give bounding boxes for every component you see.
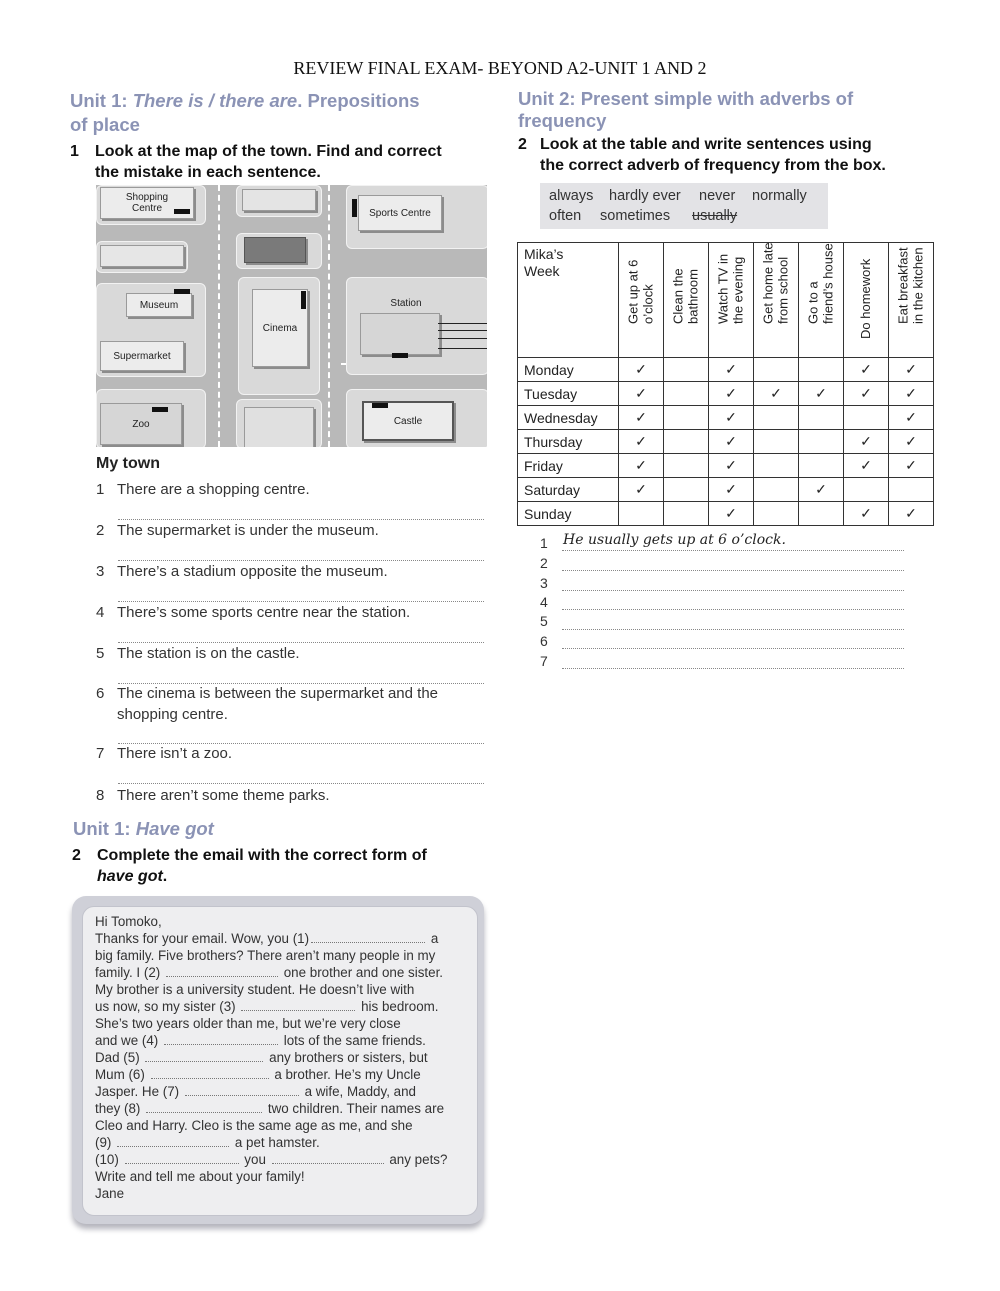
answer-number: 7	[540, 653, 548, 669]
table-row	[518, 430, 934, 454]
email-text: two children. Their names are	[267, 1101, 445, 1116]
check-cell: ✓	[754, 382, 799, 406]
road-marking	[218, 185, 220, 447]
email-line: My brother is a university student. He doesn’t live with	[95, 982, 415, 997]
blank-2[interactable]	[166, 964, 278, 977]
unit1-heading-italic: There is / there are	[132, 90, 298, 111]
column-header-text: from school	[775, 256, 790, 324]
check-cell: ✓	[889, 358, 934, 382]
answer-line[interactable]	[118, 519, 484, 520]
unit1b-heading-italic: Have got	[135, 818, 214, 839]
map-building	[242, 189, 316, 211]
table-row	[518, 382, 934, 406]
check-cell: ✓	[619, 454, 664, 478]
check-cell: ✓	[619, 382, 664, 406]
sentence-text-continued: shopping centre.	[117, 706, 228, 723]
email-text: Dad (5)	[95, 1050, 140, 1065]
email-text: lots of the same friends.	[283, 1033, 426, 1048]
column-header-text: Go to a	[805, 281, 821, 324]
day-cell: Monday	[518, 358, 619, 382]
check-cell	[664, 430, 709, 454]
sentence-text: The cinema is between the supermarket and the	[117, 685, 439, 702]
day-cell: Sunday	[518, 502, 619, 526]
answer-number: 5	[540, 613, 548, 629]
map-supermarket	[100, 341, 184, 371]
map-cinema	[252, 289, 308, 367]
word-usually: usually	[692, 208, 738, 224]
zoo-label: Zoo	[132, 418, 150, 430]
email-text: family. I (2)	[95, 965, 161, 980]
email-text: Thanks for your email. Wow, you (1)	[95, 931, 310, 946]
email-line: Write and tell me about your family!	[95, 1169, 305, 1184]
unit2-line2: the correct adverb of frequency from the box.	[540, 157, 886, 174]
check-cell	[754, 406, 799, 430]
check-cell	[664, 478, 709, 502]
answer-line[interactable]	[118, 683, 484, 684]
my-town-subheading: My town	[96, 455, 160, 472]
unit2-instruction	[518, 134, 938, 176]
sentence-text: There aren’t some theme parks.	[117, 787, 330, 804]
column-header-text: Get home late	[760, 242, 776, 324]
example-answer: He usually gets up at 6 o’clock.	[563, 532, 786, 548]
entrance-marker	[174, 289, 190, 294]
blank-5[interactable]	[145, 1049, 263, 1062]
column-header-text: Get up at 6	[625, 259, 641, 324]
email-line: She’s two years older than me, but we’re very close	[95, 1016, 401, 1031]
unit1-heading-line2: of place	[70, 114, 140, 135]
table-header-row	[518, 243, 934, 358]
page-title: REVIEW FINAL EXAM- BEYOND A2-UNIT 1 AND 2	[293, 58, 707, 78]
sentence-number: 5	[96, 645, 105, 662]
corner-line2: Week	[524, 263, 560, 279]
column-header-text: the evening	[730, 256, 745, 324]
check-cell: ✓	[619, 478, 664, 502]
column-header	[889, 243, 934, 358]
unit2-line1: Look at the table and write sentences using	[540, 136, 872, 153]
entrance-marker	[174, 209, 190, 214]
unit2-heading-line1: Unit 2: Present simple with adverbs of	[518, 88, 854, 109]
exercise1-instruction	[70, 141, 490, 183]
table-row	[518, 406, 934, 430]
day-cell: Friday	[518, 454, 619, 478]
check-cell: ✓	[889, 406, 934, 430]
email-line	[95, 1151, 465, 1168]
exercise1-number: 1	[70, 143, 79, 160]
check-cell: ✓	[889, 430, 934, 454]
check-cell	[844, 478, 889, 502]
exercise2-number: 2	[72, 847, 81, 864]
day-cell: Saturday	[518, 478, 619, 502]
sports-centre-label: Sports Centre	[369, 207, 431, 219]
map-station	[360, 313, 440, 355]
answer-line[interactable]	[562, 609, 904, 610]
answer-number: 3	[540, 575, 548, 591]
column-header	[754, 243, 799, 358]
check-cell: ✓	[844, 382, 889, 406]
sentence-number: 8	[96, 787, 105, 804]
blank-10a[interactable]	[125, 1151, 239, 1164]
railway-lines	[438, 323, 487, 349]
check-cell: ✓	[844, 358, 889, 382]
map-shopping-centre	[100, 187, 194, 219]
column-header-text: Watch TV in	[715, 253, 731, 324]
email-text: and we (4)	[95, 1033, 159, 1048]
sentence-number: 4	[96, 604, 105, 621]
email-text: (9)	[95, 1135, 112, 1150]
answer-line[interactable]	[562, 590, 904, 591]
blank-10b[interactable]	[272, 1151, 384, 1164]
map-zoo	[100, 403, 182, 445]
email-line: Hi Tomoko,	[95, 914, 162, 929]
check-cell: ✓	[889, 454, 934, 478]
check-cell	[664, 454, 709, 478]
day-cell: Tuesday	[518, 382, 619, 406]
answer-line[interactable]	[562, 668, 904, 669]
answer-number: 6	[540, 633, 548, 649]
check-cell: ✓	[799, 382, 844, 406]
word-never: never	[699, 188, 736, 204]
table-row	[518, 502, 934, 526]
email-text: a wife, Maddy, and	[304, 1084, 416, 1099]
email-text: a	[430, 931, 439, 946]
email-text: a brother. He’s my Uncle	[274, 1067, 421, 1082]
shopping-centre-label-2: Centre	[131, 203, 162, 214]
column-header	[799, 243, 844, 358]
word-normally: normally	[752, 188, 807, 204]
table-row	[518, 454, 934, 478]
exercise1-line2: the mistake in each sentence.	[95, 164, 321, 181]
table-row	[518, 478, 934, 502]
map-station-label-wrap	[358, 293, 454, 313]
check-cell	[799, 406, 844, 430]
email-text: any pets?	[389, 1152, 448, 1167]
word-always: always	[549, 188, 594, 204]
email-text: they (8)	[95, 1101, 141, 1116]
check-cell: ✓	[709, 358, 754, 382]
answer-line[interactable]	[118, 601, 484, 602]
sentence-number: 2	[96, 522, 105, 539]
answer-line[interactable]	[562, 550, 904, 551]
check-cell	[754, 478, 799, 502]
blank-6[interactable]	[151, 1066, 269, 1079]
check-cell	[664, 406, 709, 430]
sentence-text: There are a shopping centre.	[117, 481, 310, 498]
column-header-text: o’clock	[640, 284, 655, 324]
email-text: his bedroom.	[361, 999, 439, 1014]
unit1-heading-prefix: Unit 1:	[70, 90, 128, 111]
check-cell	[754, 454, 799, 478]
sentence-text: The station is on the castle.	[117, 645, 300, 662]
answer-number: 1	[540, 535, 548, 551]
check-cell: ✓	[889, 382, 934, 406]
sentence-number: 7	[96, 745, 105, 762]
check-cell	[754, 430, 799, 454]
sentence-text: There isn’t a zoo.	[117, 745, 233, 762]
email-line: big family. Five brothers? There aren’t many people in my	[95, 948, 436, 963]
blank-7[interactable]	[185, 1083, 299, 1096]
check-cell	[664, 358, 709, 382]
check-cell	[799, 358, 844, 382]
entrance-marker	[352, 199, 357, 217]
email-line	[95, 1100, 465, 1117]
check-cell	[754, 358, 799, 382]
column-header	[619, 243, 664, 358]
town-map	[96, 185, 487, 447]
column-header-text: bathroom	[685, 269, 700, 324]
table-row	[518, 358, 934, 382]
check-cell	[664, 382, 709, 406]
email-text: Mum (6)	[95, 1067, 145, 1082]
column-header	[664, 243, 709, 358]
unit2-heading	[518, 88, 938, 132]
check-cell: ✓	[709, 406, 754, 430]
sentence-text: There’s some sports centre near the station.	[117, 604, 411, 621]
map-building	[244, 237, 306, 263]
check-cell: ✓	[709, 454, 754, 478]
answer-line[interactable]	[118, 642, 484, 643]
email-text: Jasper. He (7)	[95, 1084, 180, 1099]
corner-line1: Mika’s	[524, 246, 564, 262]
entrance-marker	[392, 353, 408, 358]
email-line	[95, 1083, 465, 1100]
exercise2-line2-end: .	[162, 868, 168, 885]
column-header	[709, 243, 754, 358]
email-text: one brother and one sister.	[283, 965, 444, 980]
sentence-text: The supermarket is under the museum.	[117, 522, 379, 539]
email-text: (10)	[95, 1152, 119, 1167]
cinema-label: Cinema	[262, 322, 298, 334]
exercise2-line1: Complete the email with the correct form of	[97, 847, 427, 864]
exercise2-line2-italic: have got	[97, 868, 163, 885]
station-label: Station	[390, 297, 422, 309]
museum-label: Museum	[139, 299, 179, 311]
email-line	[95, 1032, 465, 1049]
check-cell: ✓	[844, 430, 889, 454]
email-line	[95, 1134, 465, 1151]
check-cell	[799, 502, 844, 526]
map-sports-centre	[358, 195, 442, 231]
check-cell	[799, 454, 844, 478]
exercise1-line1: Look at the map of the town. Find and correct	[95, 143, 442, 160]
check-cell: ✓	[709, 478, 754, 502]
entrance-marker	[301, 291, 306, 309]
email-line: Jane	[95, 1186, 125, 1201]
email-line	[95, 964, 465, 981]
map-museum	[126, 293, 192, 317]
shopping-centre-label-1: Shopping	[125, 192, 169, 203]
map-building	[244, 407, 314, 447]
check-cell	[619, 502, 664, 526]
blank-9[interactable]	[117, 1134, 229, 1147]
email-line	[95, 930, 465, 947]
check-cell: ✓	[619, 406, 664, 430]
blank-1[interactable]	[311, 930, 425, 943]
unit2-heading-line2: frequency	[518, 110, 607, 131]
unit1-heading	[70, 89, 490, 137]
answer-line[interactable]	[118, 783, 484, 784]
check-cell	[889, 478, 934, 502]
answer-line[interactable]	[118, 560, 484, 561]
sentence-number: 3	[96, 563, 105, 580]
email-line	[95, 1066, 465, 1083]
answer-number: 2	[540, 555, 548, 571]
table-corner	[518, 243, 619, 358]
column-header-text: Clean the	[670, 268, 686, 324]
word-sometimes: sometimes	[600, 208, 671, 224]
sentence-number: 6	[96, 685, 105, 702]
answer-line[interactable]	[118, 743, 484, 744]
check-cell	[799, 430, 844, 454]
check-cell: ✓	[799, 478, 844, 502]
answer-line[interactable]	[562, 648, 904, 649]
answer-line[interactable]	[562, 570, 904, 571]
frequency-table	[517, 242, 934, 526]
check-cell	[844, 406, 889, 430]
column-header-text: friend’s house	[820, 243, 835, 324]
check-cell	[664, 502, 709, 526]
email-line	[95, 998, 465, 1015]
email-text: us now, so my sister (3)	[95, 999, 236, 1014]
word-hardly-ever: hardly ever	[609, 188, 681, 204]
unit2-exercise-number: 2	[518, 136, 527, 153]
entrance-marker	[372, 403, 388, 408]
map-building	[100, 245, 184, 267]
blank-8[interactable]	[146, 1100, 262, 1113]
email-line	[95, 1049, 465, 1066]
unit1b-heading	[73, 817, 214, 841]
column-header-text: Do homework	[857, 258, 873, 339]
check-cell: ✓	[619, 430, 664, 454]
answer-number: 4	[540, 594, 548, 610]
email-text: you	[244, 1152, 266, 1167]
check-cell	[754, 502, 799, 526]
answer-line[interactable]	[562, 629, 904, 630]
check-cell: ✓	[619, 358, 664, 382]
unit1-heading-suffix: . Prepositions	[297, 90, 420, 111]
castle-label: Castle	[393, 415, 423, 427]
exercise2-instruction	[72, 845, 492, 887]
check-cell: ✓	[844, 454, 889, 478]
check-cell: ✓	[709, 382, 754, 406]
entrance-marker	[152, 407, 168, 412]
unit1b-heading-prefix: Unit 1:	[73, 818, 131, 839]
blank-3[interactable]	[241, 998, 355, 1011]
check-cell: ✓	[709, 502, 754, 526]
column-header	[844, 243, 889, 358]
check-cell: ✓	[844, 502, 889, 526]
column-header-text: Eat breakfast	[895, 247, 911, 324]
blank-4[interactable]	[164, 1032, 278, 1045]
email-text: a pet hamster.	[234, 1135, 320, 1150]
supermarket-label: Supermarket	[113, 350, 171, 362]
email-line: Cleo and Harry. Cleo is the same age as me, and she	[95, 1118, 413, 1133]
check-cell: ✓	[709, 430, 754, 454]
sentence-text: There’s a stadium opposite the museum.	[117, 563, 388, 580]
day-cell: Thursday	[518, 430, 619, 454]
column-header-text: in the kitchen	[910, 247, 925, 324]
check-cell: ✓	[889, 502, 934, 526]
word-often: often	[549, 208, 582, 224]
email-text: any brothers or sisters, but	[269, 1050, 428, 1065]
sentence-number: 1	[96, 481, 105, 498]
adverb-word-box	[540, 183, 828, 229]
road-marking	[328, 185, 330, 447]
day-cell: Wednesday	[518, 406, 619, 430]
